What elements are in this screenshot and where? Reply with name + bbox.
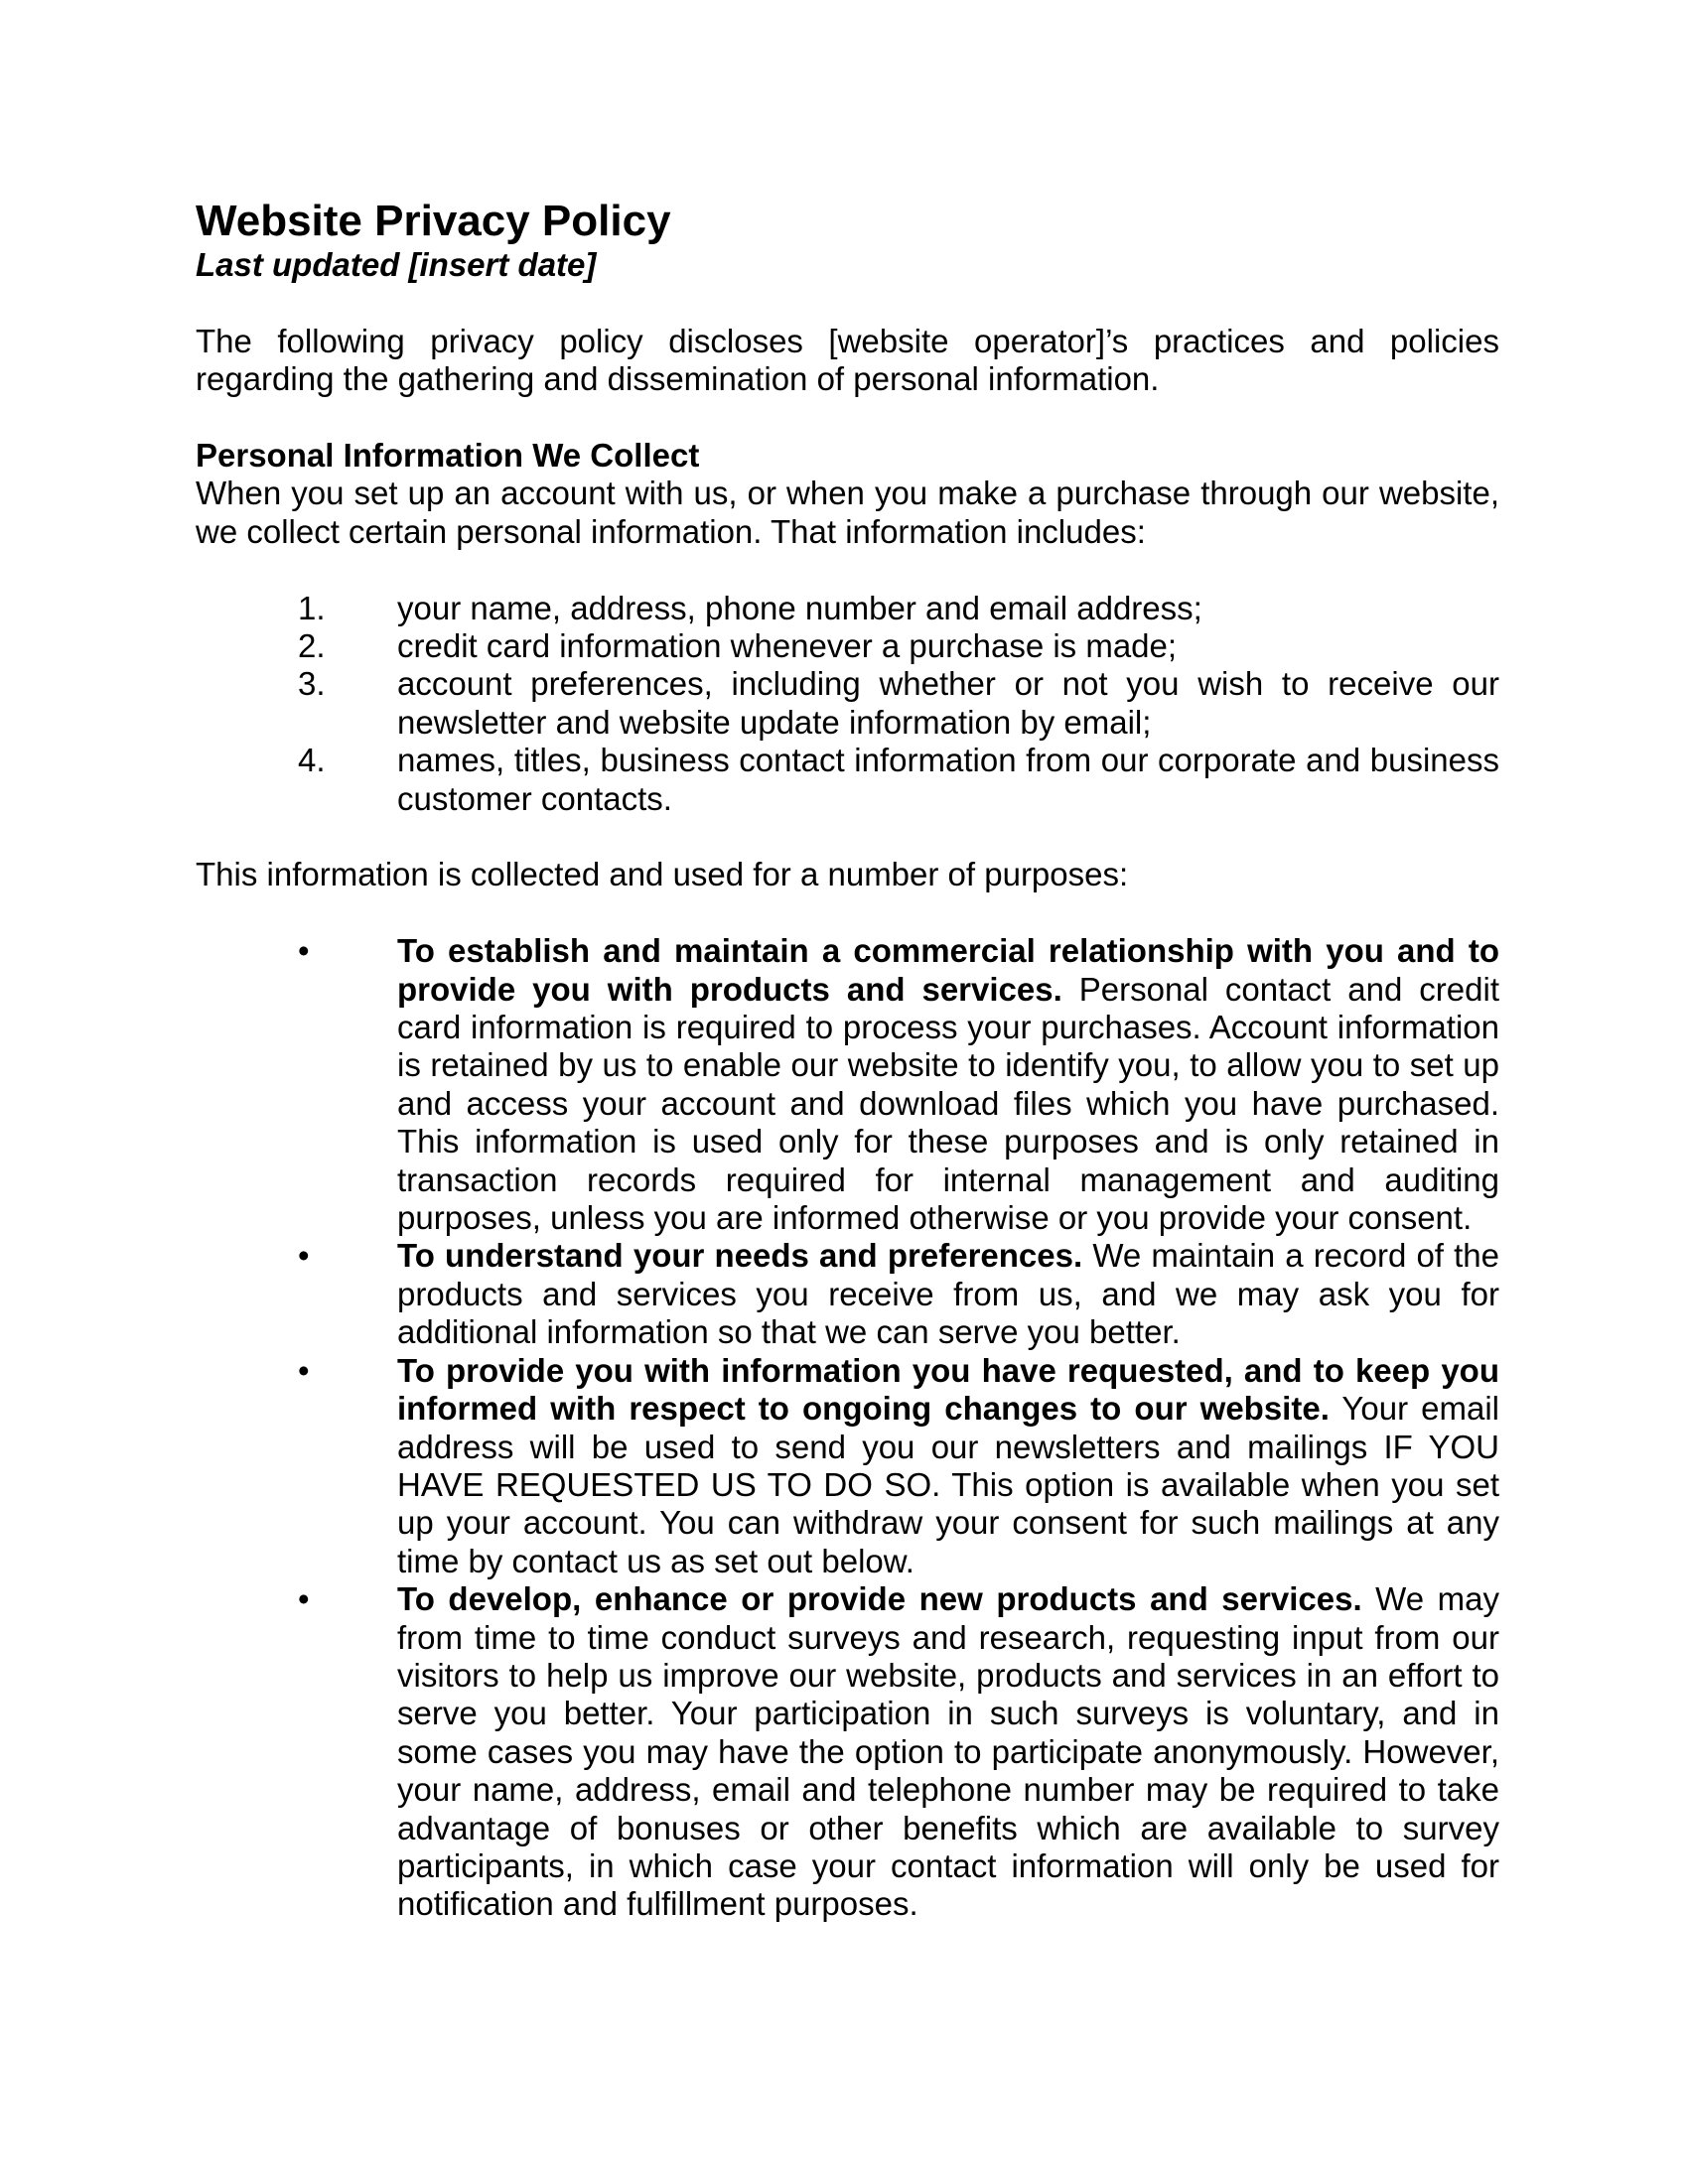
collect-lead-paragraph: When you set up an account with us, or when you make a purchase through our website, we collect certain personal information. That information includes:: [196, 475, 1499, 550]
list-number: 4.: [298, 742, 326, 779]
list-number: 1.: [298, 589, 326, 626]
numbered-item-text: credit card information whenever a purchase is made;: [397, 627, 1178, 665]
numbered-item-text: your name, address, phone number and email address;: [397, 589, 1202, 626]
bullet-item-4: [196, 1580, 1499, 1924]
last-updated-line: Last updated [insert date]: [196, 246, 597, 283]
bullet-item-3: [196, 1352, 1499, 1580]
bullet-bold-lead: To understand your needs and preferences.: [397, 1237, 1083, 1275]
bullet-bold-lead: To provide you with information you have requested, and to keep you informed with respect to ongoing changes to our website.: [397, 1351, 1499, 1428]
numbered-item-text: names, titles, business contact information from our corporate and business customer contacts.: [397, 742, 1499, 817]
intro-paragraph: The following privacy policy discloses [website operator]’s practices and policies regarding the gathering and dissemination of personal information.: [196, 322, 1499, 398]
bullet-body-text: Personal contact and credit card information is required to process your purchases. Account information is retained by us to enable our website to identify you, to allow you to set up and access your account and download files which you have purchased. This information is used only for these purposes and is only retained in transaction records required for internal management and auditing purposes, unless you are informed otherwise or you provide your consent.: [397, 970, 1499, 1237]
bullet-item-1: [196, 932, 1499, 1237]
list-number: 2.: [298, 627, 326, 665]
bullet-list: [196, 932, 1499, 1924]
bullet-item-text: [397, 1580, 1499, 1924]
bullet-item-text: [397, 932, 1499, 1237]
bullet-body-text: Your email address will be used to send you our newsletters and mailings IF YOU HAVE REQUESTED US TO DO SO. This option is available when you set up your account. You can withdraw your consent for such mailings at any time by contact us as set out below.: [397, 1390, 1499, 1579]
bullet-body-text: We maintain a record of the products and services you receive from us, and we may ask you for additional information so that we can serve you better.: [397, 1237, 1500, 1351]
purposes-lead-paragraph: This information is collected and used for a number of purposes:: [196, 856, 1129, 893]
bullet-marker: •: [298, 1351, 310, 1389]
bullet-bold-lead: To develop, enhance or provide new products and services.: [397, 1580, 1362, 1618]
bullet-item-text: [397, 1237, 1499, 1351]
bullet-body-text: We may from time to time conduct surveys and research, requesting input from our visitors to help us improve our website, products and services in an effort to serve you better. Your participation in such surveys is voluntary, and in some cases you may have the option to participate anonymously. However, your name, address, email and telephone number may be required to take advantage of bonuses or other benefits which are available to survey participants, in which case your contact information will only be used for notification and fulfillment purposes.: [397, 1580, 1499, 1923]
page-title: Website Privacy Policy: [196, 197, 671, 245]
numbered-item-1: [196, 590, 1499, 627]
numbered-item-4: [196, 742, 1499, 818]
list-number: 3.: [298, 665, 326, 703]
bullet-marker: •: [298, 1237, 310, 1275]
section-heading-personal-information: Personal Information We Collect: [196, 437, 700, 474]
bullet-marker: •: [298, 932, 310, 970]
numbered-item-2: [196, 627, 1499, 665]
numbered-list: [196, 590, 1499, 818]
bullet-marker: •: [298, 1580, 310, 1618]
bullet-bold-lead: To establish and maintain a commercial relationship with you and to provide you with products and services.: [397, 932, 1499, 1008]
numbered-item-3: [196, 665, 1499, 742]
bullet-item-2: [196, 1237, 1499, 1351]
numbered-item-text: account preferences, including whether or not you wish to receive our newsletter and website update information by email;: [397, 665, 1499, 741]
bullet-item-text: [397, 1352, 1499, 1580]
